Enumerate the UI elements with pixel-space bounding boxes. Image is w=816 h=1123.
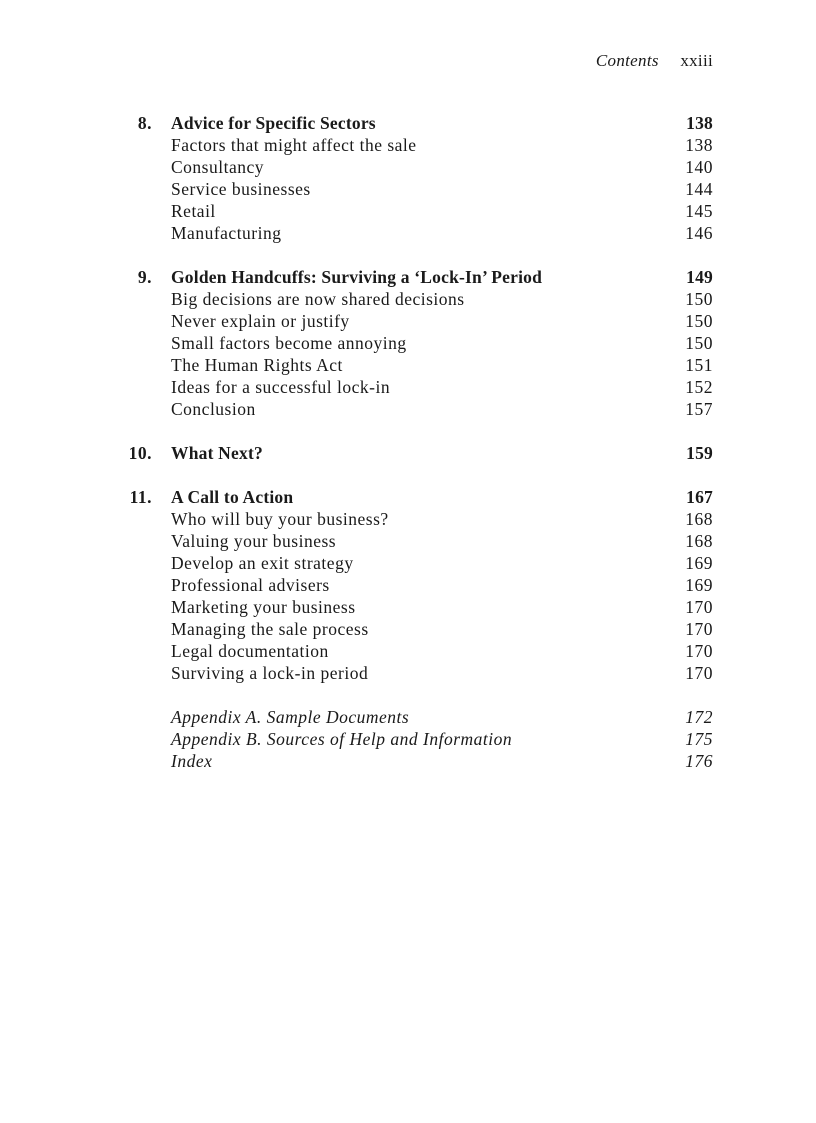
section-page: 150 xyxy=(685,311,713,331)
chapter-number: 11. xyxy=(129,487,152,507)
section-page: 169 xyxy=(685,575,713,595)
section-entry xyxy=(0,574,816,596)
chapter-heading xyxy=(0,486,816,508)
section-title: The Human Rights Act xyxy=(171,355,343,375)
section-entry xyxy=(0,288,816,310)
appendix-title: Appendix B. Sources of Help and Information xyxy=(171,729,513,749)
section-title: Professional advisers xyxy=(171,575,330,595)
running-head-title: Contents xyxy=(595,51,659,70)
section-page: 144 xyxy=(685,179,713,199)
section-page: 145 xyxy=(685,201,713,221)
section-entry xyxy=(0,178,816,200)
section-title: Big decisions are now shared decisions xyxy=(171,289,465,309)
section-entry xyxy=(0,596,816,618)
section-page: 140 xyxy=(685,157,713,177)
section-entry xyxy=(0,508,816,530)
section-title: Managing the sale process xyxy=(171,619,369,639)
appendix-title: Appendix A. Sample Documents xyxy=(171,707,410,727)
chapter-10 xyxy=(0,442,816,464)
section-title: Consultancy xyxy=(171,157,264,177)
section-page: 170 xyxy=(685,641,713,661)
section-page: 150 xyxy=(685,333,713,353)
appendix-entry xyxy=(0,706,816,728)
chapter-9 xyxy=(0,266,816,420)
appendix-page: 172 xyxy=(685,707,713,727)
section-entry xyxy=(0,156,816,178)
appendix-entry xyxy=(0,728,816,750)
chapter-title: A Call to Action xyxy=(171,487,294,507)
section-title: Manufacturing xyxy=(171,223,282,243)
index-title: Index xyxy=(171,751,213,771)
chapter-page: 149 xyxy=(686,267,713,287)
section-title: Surviving a lock-in period xyxy=(171,663,369,683)
chapter-page: 138 xyxy=(686,113,713,133)
section-title: Develop an exit strategy xyxy=(171,553,354,573)
chapter-page: 159 xyxy=(686,443,713,463)
section-page: 146 xyxy=(685,223,713,243)
section-page: 151 xyxy=(685,355,713,375)
chapter-heading xyxy=(0,266,816,288)
chapter-number: 9. xyxy=(137,267,152,287)
appendix-page: 175 xyxy=(685,729,713,749)
section-entry xyxy=(0,310,816,332)
chapter-11 xyxy=(0,486,816,684)
section-page: 152 xyxy=(685,377,713,397)
chapter-8 xyxy=(0,112,816,244)
chapter-title: Golden Handcuffs: Surviving a ‘Lock-In’ Period xyxy=(171,267,543,287)
section-entry xyxy=(0,530,816,552)
chapter-heading xyxy=(0,112,816,134)
section-title: Valuing your business xyxy=(171,531,337,551)
section-page: 157 xyxy=(685,399,713,419)
section-title: Marketing your business xyxy=(171,597,356,617)
section-page: 170 xyxy=(685,597,713,617)
section-page: 169 xyxy=(685,553,713,573)
section-entry xyxy=(0,640,816,662)
chapter-number: 10. xyxy=(128,443,152,463)
section-entry xyxy=(0,222,816,244)
section-entry xyxy=(0,618,816,640)
section-title: Factors that might affect the sale xyxy=(171,135,417,155)
index-entry xyxy=(0,750,816,772)
section-title: Ideas for a successful lock-in xyxy=(171,377,391,397)
chapter-title: What Next? xyxy=(171,443,263,463)
section-entry xyxy=(0,662,816,684)
section-page: 168 xyxy=(685,531,713,551)
section-page: 150 xyxy=(685,289,713,309)
section-title: Never explain or justify xyxy=(171,311,350,331)
chapter-title: Advice for Specific Sectors xyxy=(171,113,376,133)
section-entry xyxy=(0,376,816,398)
section-entry xyxy=(0,552,816,574)
section-entry xyxy=(0,354,816,376)
section-title: Service businesses xyxy=(171,179,311,199)
section-title: Who will buy your business? xyxy=(171,509,389,529)
table-of-contents xyxy=(0,112,816,794)
section-title: Small factors become annoying xyxy=(171,333,407,353)
index-page: 176 xyxy=(685,751,713,771)
section-page: 138 xyxy=(685,135,713,155)
appendices xyxy=(0,706,816,772)
section-title: Legal documentation xyxy=(171,641,329,661)
section-entry xyxy=(0,134,816,156)
section-page: 168 xyxy=(685,509,713,529)
section-page: 170 xyxy=(685,663,713,683)
section-entry xyxy=(0,200,816,222)
section-entry xyxy=(0,332,816,354)
section-entry xyxy=(0,398,816,420)
section-title: Retail xyxy=(171,201,216,221)
chapter-page: 167 xyxy=(686,487,713,507)
running-head-page-number: xxiii xyxy=(680,51,713,70)
section-title: Conclusion xyxy=(171,399,256,419)
running-head xyxy=(596,51,713,71)
chapter-number: 8. xyxy=(137,113,152,133)
section-page: 170 xyxy=(685,619,713,639)
chapter-heading xyxy=(0,442,816,464)
